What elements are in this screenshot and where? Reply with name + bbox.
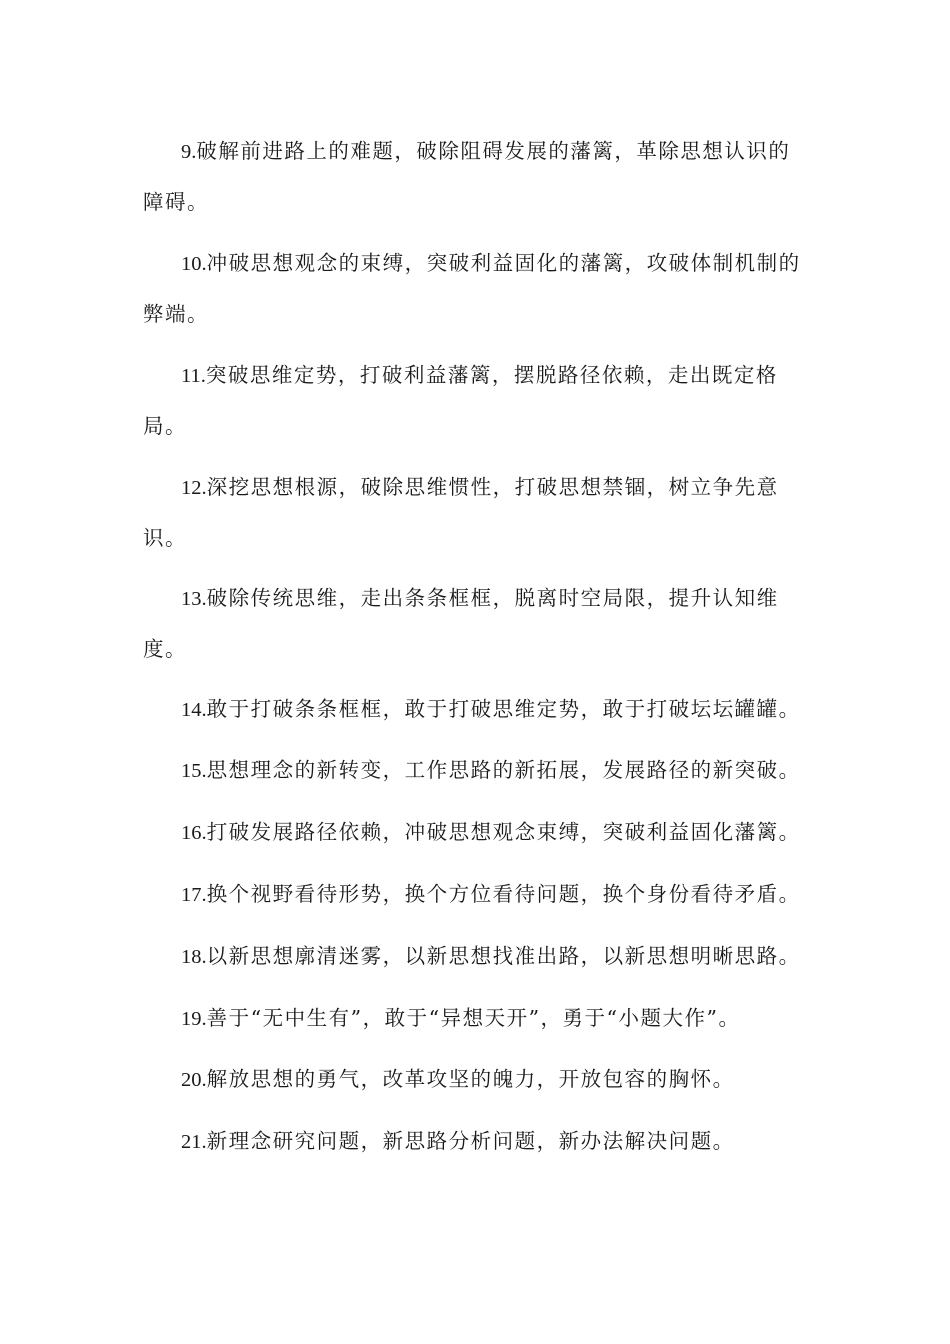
item-text: 突破思维定势，打破利益藩篱，摆脱路径依赖，走出既定格局。 [143, 363, 778, 438]
item-number: 15. [181, 760, 207, 782]
item-text: 破除传统思维，走出条条框框，脱离时空局限，提升认知维度。 [143, 586, 779, 661]
list-item [143, 1054, 811, 1105]
item-number: 16. [181, 822, 207, 844]
item-text: 新理念研究问题，新思路分析问题，新办法解决问题。 [206, 1129, 735, 1153]
item-number: 19. [181, 1008, 207, 1030]
item-text: 敢于打破条条框框，敢于打破思维定势，敢于打破坛坛罐罐。 [206, 697, 801, 721]
item-text: 换个视野看待形势，换个方位看待问题，换个身份看待矛盾。 [206, 882, 801, 906]
item-number: 17. [181, 884, 207, 906]
item-number: 20. [181, 1069, 207, 1091]
item-text: 冲破思想观念的束缚，突破利益固化的藩篱，攻破体制机制的弊端。 [143, 251, 801, 326]
list-item [143, 350, 811, 451]
item-number: 9. [181, 141, 197, 163]
item-number: 13. [181, 588, 207, 610]
item-number: 14. [181, 699, 207, 721]
item-text: 解放思想的勇气，改革攻坚的魄力，开放包容的胸怀。 [206, 1067, 735, 1091]
item-number: 21. [181, 1131, 207, 1153]
list-item [143, 462, 811, 563]
item-text: 打破发展路径依赖，冲破思想观念束缚，突破利益固化藩篱。 [206, 820, 801, 844]
list-item [143, 573, 811, 674]
list-item [143, 807, 811, 858]
item-text: 以新思想廓清迷雾，以新思想找准出路，以新思想明晰思路。 [206, 944, 801, 968]
list-item [143, 684, 811, 735]
list-item [143, 931, 811, 982]
list-item [143, 993, 811, 1044]
list-item [143, 869, 811, 920]
item-text: 善于“无中生有”，敢于“异想天开”，勇于“小题大作”。 [206, 1006, 741, 1030]
list-item [143, 745, 811, 796]
list-item [143, 238, 811, 339]
item-number: 11. [181, 365, 206, 387]
item-number: 12. [181, 477, 207, 499]
item-text: 破解前进路上的难题，破除阻碍发展的藩篱，革除思想认识的障碍。 [143, 139, 791, 214]
item-text: 思想理念的新转变，工作思路的新拓展，发展路径的新突破。 [206, 758, 801, 782]
item-number: 10. [181, 253, 207, 275]
item-text: 深挖思想根源，破除思维惯性，打破思想禁锢，树立争先意识。 [143, 475, 779, 550]
list-item [143, 126, 811, 227]
item-number: 18. [181, 946, 207, 968]
list-item [143, 1116, 811, 1167]
